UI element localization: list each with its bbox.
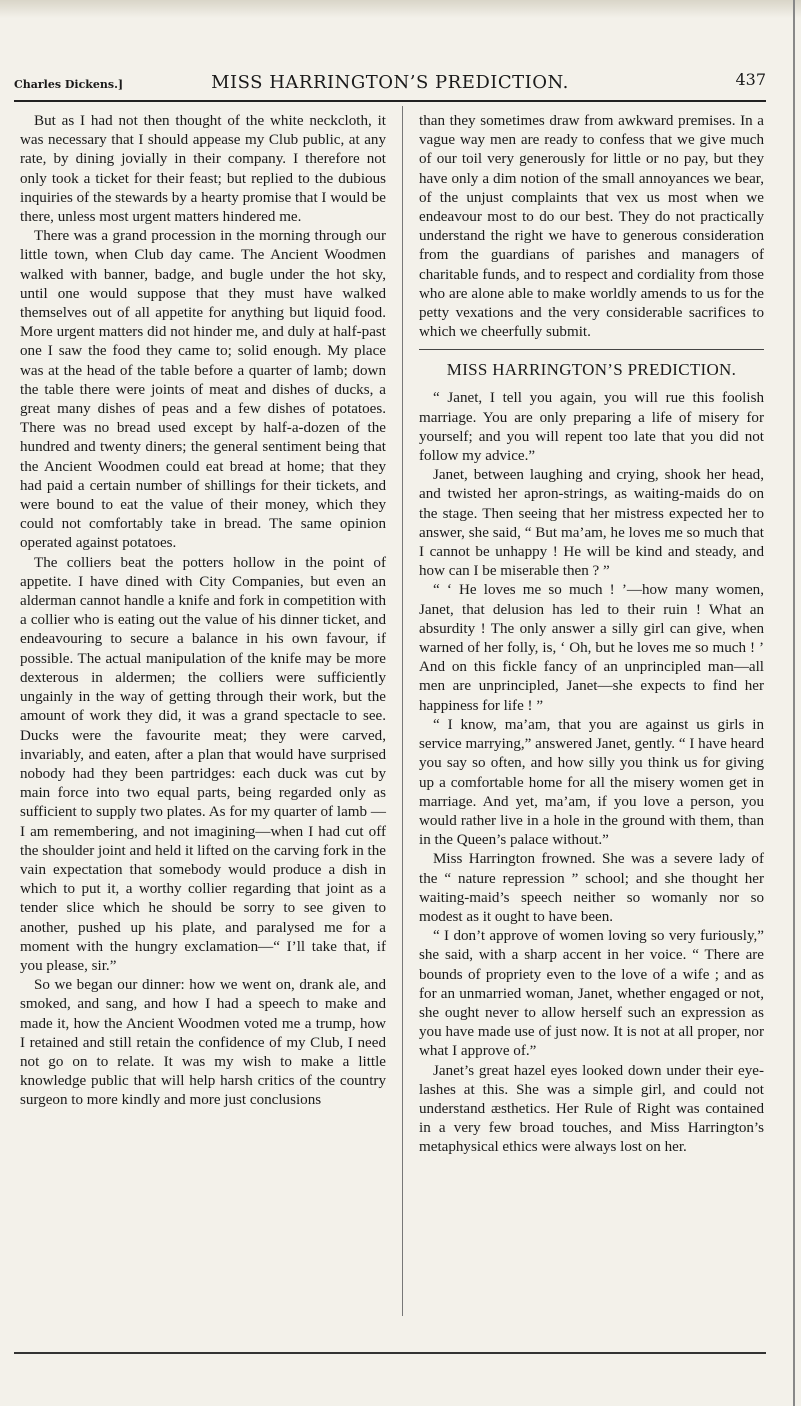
- journal-name: Charles Dickens.]: [14, 78, 124, 91]
- paragraph: Janet, between laughing and crying, shook her head, and twisted her apron-strings, as waiting-maids do on the stage. Then seeing that her mistress expected her to answer, she said, “ But ma’am, he loves me so much that I cannot be unhappy ! He will be kind and steady, and how can I be miserable then ? ”: [419, 467, 764, 580]
- scan-edge: [0, 0, 801, 18]
- paragraph: “ ‘ He loves me so much ! ’—how many women, Janet, that delusion has led to their ruin ! What an absurdity ! The only answer a silly girl can give, when warned of her folly, is, ‘ Oh, but he loves me so much ! ’ And on this fickle fancy of an unprincipled man—all men are unprincipled, Janet—she expects to find her happiness for life ! ”: [419, 582, 764, 714]
- paragraph: The colliers beat the potters hollow in the point of appetite. I have dined with City Companies, but even an alderman cannot handle a knife and fork in competition with a collier who is eating out the value of his dinner ticket, and endeavouring to secure a balance in his own favour, if possible. The actual manipulation of the knife may be more dexterous in aldermen; the colliers were sufficiently ungainly in the way of getting through their work, but the amount of work they did, it was a grand spectacle to see. Ducks were the favourite meat; they were carved, invariably, and eaten, after a plan that would have surprised nobody had they been partridges: each duck was cut by main force into two equal parts, being regarded only as sufficient to supply two plates. As for my quarter of lamb — I am remembering, and not imagining—when I had cut off the shoulder joint and held it lifted on the carving fork in the vain expectation that somebody would produce a dish in which to put it, a worthy collier regarding that joint as a tender slice which he should be sorry to see given to another, pushed up his plate, and paralysed me for a moment with the hungry exclamation—“ I’ll take that, if you please, sir.”: [20, 554, 386, 974]
- paragraph: “ I know, ma’am, that you are against us girls in service marrying,” answered Janet, gently. “ I have heard you say so often, and how silly you think us for giving up a comfortable home for all the misery women get in marriage. And yet, ma’am, if you love a person, you would rather live in a hole in the ground with them, than in the Queen’s palace without.”: [419, 716, 764, 849]
- left-column: [20, 112, 386, 1111]
- right-column: [419, 112, 764, 1158]
- bottom-rule: [14, 1352, 766, 1354]
- story-title: MISS HARRINGTON’S PREDICTION.: [446, 360, 737, 380]
- section-divider: [419, 349, 764, 350]
- paragraph: But as I had not then thought of the white neckcloth, it was necessary that I should appease my Club public, at any rate, by dining jovially in their company. I therefore not only took a ticket for their feast; but replied to the dubious inquiries of the stewards by a hearty promise that I would be there, unless most urgent matters hindered me.: [20, 113, 386, 226]
- paragraph: Miss Harrington frowned. She was a severe lady of the “ nature repression ” school; and she thought her waiting-maid’s speech neither so womanly nor so modest as it ought to have been.: [419, 851, 764, 925]
- page: [14, 66, 766, 1388]
- paragraph: “ Janet, I tell you again, you will rue this foolish marriage. You are only preparing a life of misery for yourself; and you will repent too late that you did not follow my advice.”: [419, 390, 764, 465]
- paragraph-continuation: than they sometimes draw from awkward premises. In a vague way men are ready to confess that we give much of our toil very generously for little or no pay, but they have only a dim notion of the small annoyances we bear, of the unjust complaints that vex us most when we endeavour most to do our best. They do not practically understand the right we have to generous consideration from the guardians of parishes and managers of charitable funds, and to respect and cordiality from those who are alone able to make worldly amends to us for the petty vexations and the very considerable sacrifices to which we cheerfully submit.: [419, 113, 764, 341]
- page-number: 437: [735, 70, 766, 89]
- paragraph: There was a grand procession in the morning through our little town, when Club day came. The Ancient Woodmen walked with banner, badge, and bugle under the hot sky, until one would suppose that they must have walked themselves out of all appetite for anything but liquid food. More urgent matters did not hinder me, and duly at half-past one I saw the food they came to; solid enough. My place was at the head of the table before a quarter of lamb; down the table there were joints of meat and dishes of ducks, a great many dishes of peas and a few dishes of potatoes. There was no bread used except by half-a-dozen of the hundred and twenty diners; the general sentiment being that the Ancient Woodmen could eat bread at home; that they had paid a certain number of shillings for their tickets, and were bound to eat the value of their money, which they could not comfortably take in bread. The same opinion operated against potatoes.: [20, 228, 386, 552]
- column-divider: [402, 106, 403, 1316]
- paragraph: Janet’s great hazel eyes looked down under their eye-lashes at this. She was a simple girl, and could not understand æsthetics. Her Rule of Right was contained in a very few broad touches, and Miss Harrington’s metaphysical ethics were always lost on her.: [419, 1062, 764, 1156]
- page-edge: [793, 0, 795, 1406]
- running-head: [14, 66, 766, 102]
- paragraph: “ I don’t approve of women loving so very furiously,” she said, with a sharp accent in her voice. “ There are bounds of propriety even to the love of a wife ; and as for an unmarried woman, Janet, whether engaged or not, she ought never to allow herself such an expression as you have made use of just now. It is not at all proper, nor what I approve of.”: [419, 928, 764, 1060]
- paragraph: So we began our dinner: how we went on, drank ale, and smoked, and sang, and how I had a speech to make and made it, how the Ancient Woodmen voted me a trump, how I retained and still retain the confidence of my Club, I need not go on to relate. It was my wish to make a little knowledge public that will help harsh critics of the country surgeon to more kindly and more just conclusions: [20, 977, 386, 1109]
- page-title: MISS HARRINGTON’S PREDICTION.: [211, 72, 569, 93]
